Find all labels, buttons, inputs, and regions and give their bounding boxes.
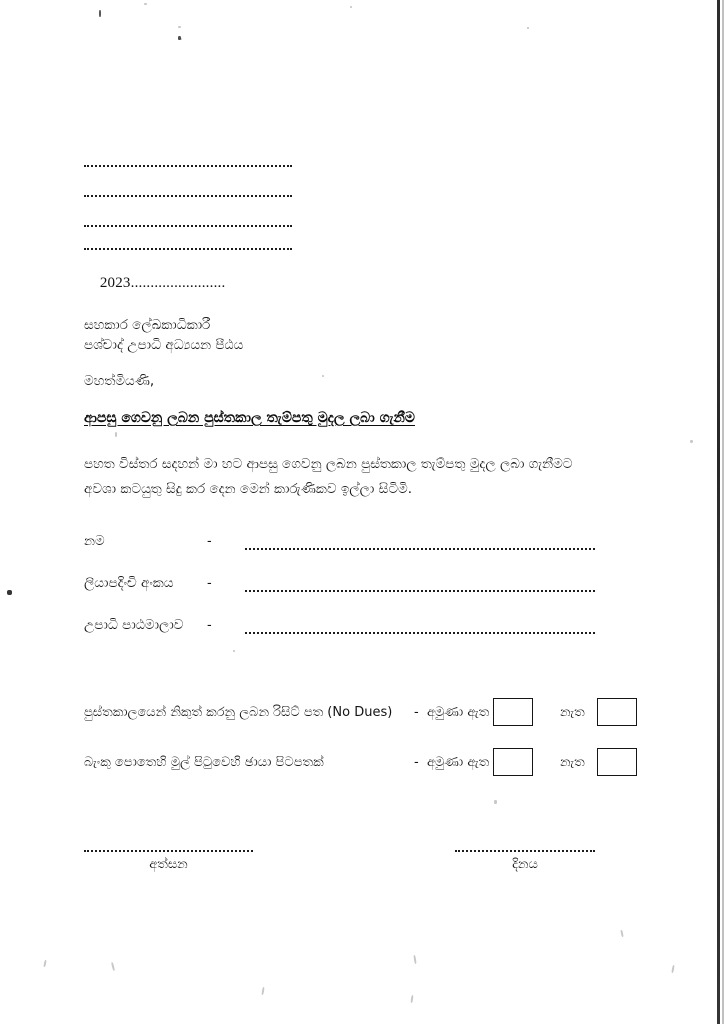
scan-speck: [233, 650, 235, 652]
date-year-line: [84, 258, 225, 309]
field-dash-registration-number: -: [207, 574, 212, 590]
body-paragraph: පහත විස්තර සදහන් මා හට ආපසු ගෙවනු ලබන පුස්තකාල තැම්පතු මුදල ලබා ගැනීමට අවශා කටයුතු සිදු කර දෙන මෙන් කාරුණිකව ඉල්ලා සිටිමි.: [84, 456, 573, 497]
signature-caption: අත්සන: [149, 857, 188, 872]
date-caption: දිනය: [512, 857, 538, 872]
scan-speck: [350, 6, 352, 8]
attachment-yes-label-bank-book-copy: - අමුණා ඇත: [414, 755, 490, 770]
date-line[interactable]: [455, 850, 595, 852]
field-input-degree-course[interactable]: [245, 632, 595, 634]
attachment-no-checkbox-no-dues[interactable]: [597, 698, 637, 726]
scan-speck: [410, 995, 413, 1003]
field-label-degree-course: උපාධි පාඨමාලාව: [84, 617, 184, 633]
field-label-registration-number: ලියාපදිංචි අංකය: [84, 575, 174, 591]
scan-speck: [115, 432, 117, 437]
scan-speck: [671, 965, 674, 973]
field-input-name[interactable]: [245, 548, 595, 550]
scan-speck: [322, 375, 324, 377]
scan-speck: [527, 27, 529, 29]
attachment-yes-checkbox-no-dues[interactable]: [493, 698, 533, 726]
addressee-line-2: පශ්චාද් උපාධි අධ්‍යයන පීඨය: [84, 337, 244, 353]
scan-speck: [99, 10, 101, 17]
attachment-no-checkbox-bank-book-copy[interactable]: [597, 748, 637, 776]
date-year: 2023: [99, 275, 131, 291]
scan-speck: [620, 930, 623, 937]
scan-speck: [178, 36, 181, 40]
scan-speck: [178, 26, 181, 28]
attachment-label-bank-book-copy: බැංකු පොතෙහි මුල් පිටුවෙහි ඡායා පිටපතක්: [84, 755, 324, 770]
attachment-yes-label-no-dues: - අමුණා ඇත: [414, 705, 490, 720]
scan-edge-artifact: [717, 0, 720, 1024]
salutation: මහත්මියණි,: [84, 373, 155, 389]
attachment-yes-checkbox-bank-book-copy[interactable]: [493, 748, 533, 776]
recipient-blank-line-4: [84, 248, 292, 250]
attachment-no-label-bank-book-copy: නැත: [560, 755, 585, 770]
field-label-name: නම: [84, 533, 105, 549]
recipient-blank-line-3: [84, 225, 292, 227]
scan-speck: [7, 590, 12, 595]
scan-speck: [413, 955, 416, 964]
scan-speck: [111, 962, 115, 971]
attachment-label-no-dues: පුස්තකාලයෙන් නිකුත් කරනු ලබන රිසිට් පත (No Dues): [84, 705, 393, 720]
signature-line[interactable]: [84, 850, 253, 852]
field-dash-degree-course: -: [207, 616, 212, 632]
field-dash-name: -: [207, 532, 212, 548]
scan-speck: [43, 960, 46, 967]
recipient-blank-line-1: [84, 165, 292, 167]
recipient-blank-line-2: [84, 195, 292, 197]
scan-speck: [144, 3, 147, 5]
scan-speck: [494, 800, 497, 804]
attachment-no-label-no-dues: නැත: [560, 705, 585, 720]
subject-heading: ආපසු ගෙවනු ලබන පුස්තකාල තැම්පතු මුදල ලබා ගැනීම: [84, 410, 415, 426]
date-dots: ........................: [130, 275, 226, 291]
scan-speck: [690, 440, 693, 443]
field-input-registration-number[interactable]: [245, 590, 595, 592]
addressee-line-1: සහකාර ලේඛකාධිකාරී: [84, 317, 211, 333]
scan-speck: [261, 987, 264, 995]
